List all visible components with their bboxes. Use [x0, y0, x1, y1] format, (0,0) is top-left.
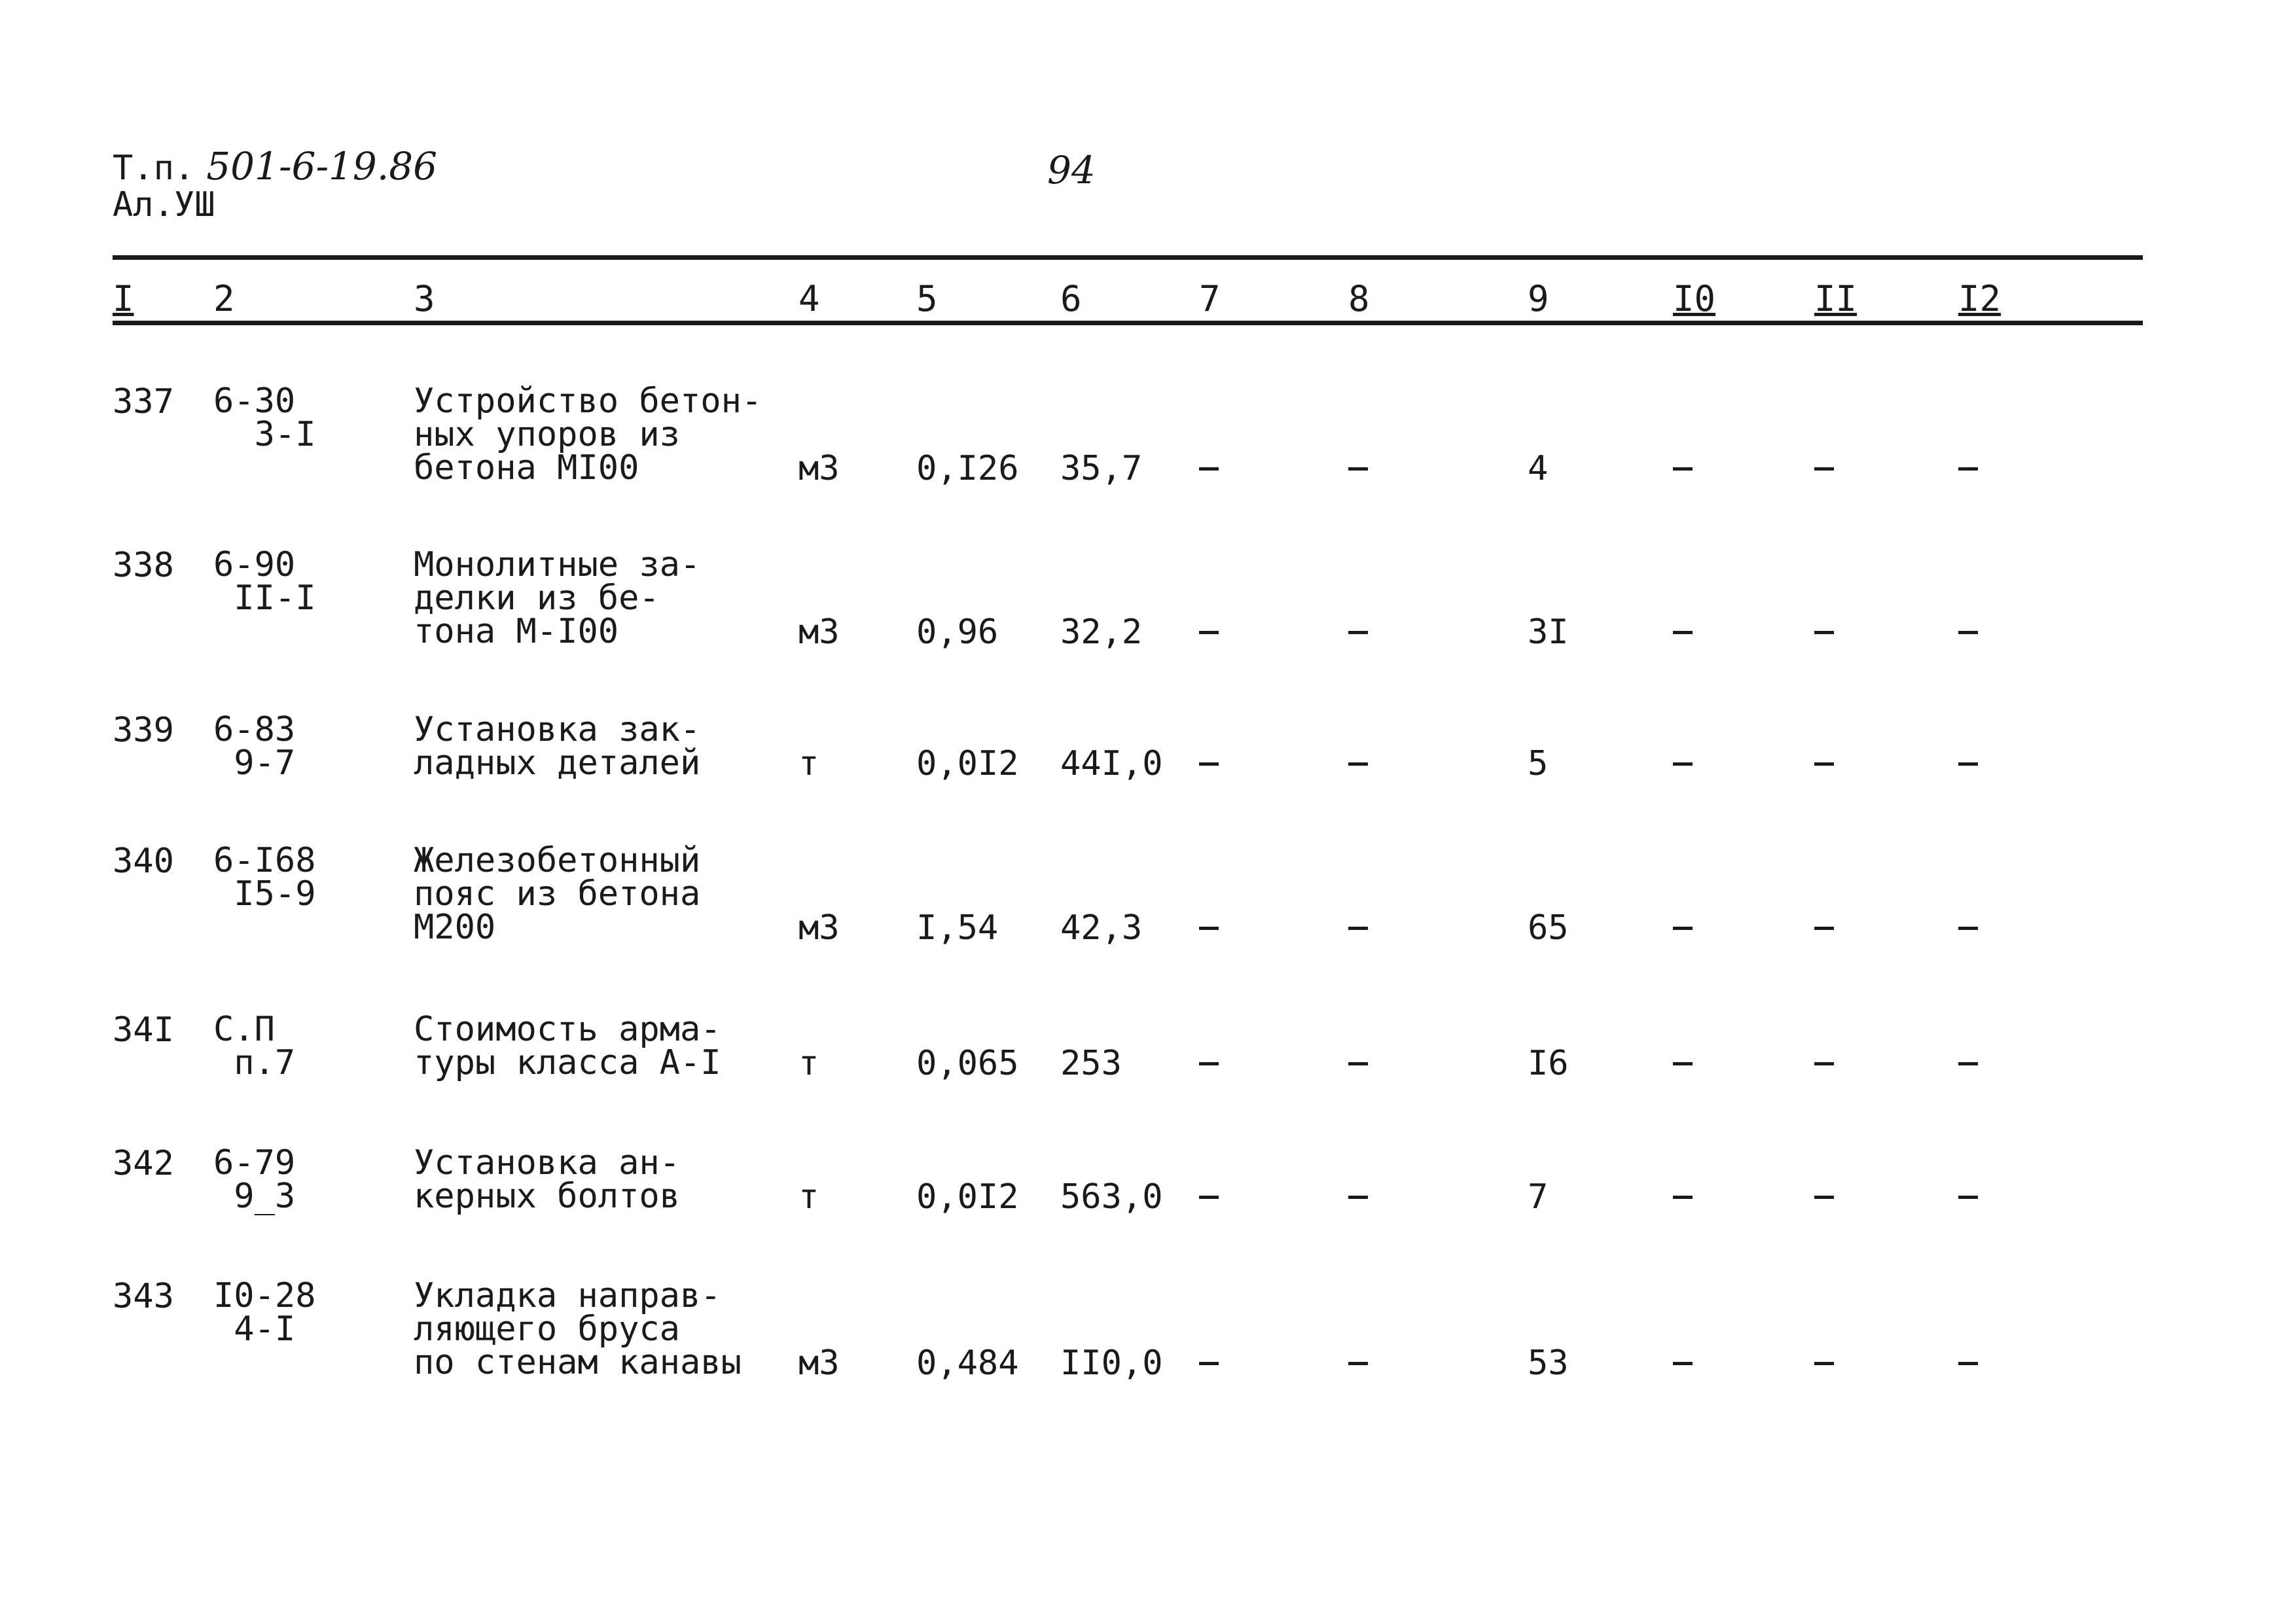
- column-header-4: 4: [798, 278, 820, 319]
- page-number: 94: [1047, 148, 1096, 192]
- empty-cell-dash: [1348, 1346, 1369, 1380]
- table-top-rule: [113, 255, 2143, 260]
- empty-cell-dash: [1199, 1180, 1219, 1214]
- dash-mark: [1199, 762, 1219, 766]
- dash-mark: [1814, 1362, 1834, 1365]
- empty-cell-dash: [1348, 1180, 1369, 1214]
- row-number: 343: [113, 1277, 174, 1316]
- empty-cell-dash: [1958, 452, 1979, 486]
- cost-value: 5: [1528, 744, 1549, 783]
- dash-mark: [1348, 631, 1368, 634]
- column-header-11: II: [1814, 278, 1857, 319]
- column-header-2: 2: [213, 278, 235, 319]
- dash-mark: [1814, 631, 1834, 634]
- unit-price: 35,7: [1060, 449, 1143, 488]
- work-description: Устройство бетон- ных упоров из бетона МI00: [414, 382, 762, 488]
- empty-cell-dash: [1199, 911, 1219, 945]
- empty-cell-dash: [1673, 452, 1693, 486]
- work-description: Укладка направ- ляющего бруса по стенам канавы: [414, 1276, 742, 1382]
- row-number: 340: [113, 842, 174, 881]
- empty-cell-dash: [1814, 452, 1835, 486]
- dash-mark: [1958, 762, 1978, 766]
- project-code-line: [113, 144, 438, 188]
- empty-cell-dash: [1199, 1346, 1219, 1380]
- quantity: 0,484: [916, 1344, 1019, 1383]
- column-header-7: 7: [1199, 278, 1221, 319]
- unit: м3: [798, 908, 840, 948]
- unit: т: [798, 744, 819, 783]
- column-header-1: I: [113, 278, 134, 319]
- dash-mark: [1673, 1196, 1693, 1199]
- dash-mark: [1348, 927, 1368, 930]
- cost-value: 4: [1528, 449, 1549, 488]
- norm-code: 6-79 9_3: [213, 1143, 296, 1216]
- empty-cell-dash: [1814, 747, 1835, 781]
- empty-cell-dash: [1348, 615, 1369, 649]
- unit-price: 32,2: [1060, 613, 1143, 652]
- dash-mark: [1199, 927, 1219, 930]
- cost-value: 3I: [1528, 613, 1569, 652]
- norm-code: 6-83 9-7: [213, 710, 296, 783]
- dash-mark: [1958, 1062, 1978, 1065]
- dash-mark: [1673, 927, 1693, 930]
- dash-mark: [1348, 467, 1368, 471]
- column-header-10: I0: [1673, 278, 1716, 319]
- dash-mark: [1958, 467, 1978, 471]
- dash-mark: [1199, 1362, 1219, 1365]
- column-header-3: 3: [414, 278, 435, 319]
- project-code: 501-6-19.86: [206, 144, 438, 188]
- quantity: 0,96: [916, 613, 999, 652]
- cost-value: 7: [1528, 1177, 1549, 1217]
- empty-cell-dash: [1673, 1046, 1693, 1080]
- cost-value: I6: [1528, 1044, 1569, 1083]
- column-header-9: 9: [1528, 278, 1549, 319]
- norm-code: 6-I68 I5-9: [213, 841, 316, 914]
- work-description: Железобетонный пояс из бетона М200: [414, 841, 701, 947]
- unit: м3: [798, 613, 840, 652]
- norm-code: С.П п.7: [213, 1010, 296, 1082]
- dash-mark: [1814, 762, 1834, 766]
- dash-mark: [1814, 467, 1834, 471]
- unit: т: [798, 1044, 819, 1083]
- empty-cell-dash: [1348, 452, 1369, 486]
- norm-code: I0-28 4-I: [213, 1276, 316, 1349]
- quantity: 0,0I2: [916, 744, 1019, 783]
- norm-code: 6-30 3-I: [213, 382, 316, 454]
- dash-mark: [1673, 1062, 1693, 1065]
- row-number: 339: [113, 711, 174, 750]
- unit-price: 42,3: [1060, 908, 1143, 948]
- column-header-8: 8: [1348, 278, 1370, 319]
- dash-mark: [1814, 1062, 1834, 1065]
- empty-cell-dash: [1348, 911, 1369, 945]
- dash-mark: [1348, 1196, 1368, 1199]
- column-header-6: 6: [1060, 278, 1082, 319]
- empty-cell-dash: [1673, 911, 1693, 945]
- row-number: 338: [113, 546, 174, 585]
- empty-cell-dash: [1814, 1180, 1835, 1214]
- empty-cell-dash: [1958, 1346, 1979, 1380]
- row-number: 34I: [113, 1010, 174, 1050]
- album-label: Ал.УШ: [113, 185, 215, 224]
- quantity: 0,0I2: [916, 1177, 1019, 1217]
- work-description: Установка зак- ладных деталей: [414, 710, 701, 783]
- empty-cell-dash: [1958, 1046, 1979, 1080]
- quantity: 0,065: [916, 1044, 1019, 1083]
- empty-cell-dash: [1958, 1180, 1979, 1214]
- work-description: Установка ан- керных болтов: [414, 1143, 680, 1216]
- unit-price: 44I,0: [1060, 744, 1163, 783]
- empty-cell-dash: [1673, 747, 1693, 781]
- dash-mark: [1814, 1196, 1834, 1199]
- empty-cell-dash: [1199, 452, 1219, 486]
- dash-mark: [1673, 1362, 1693, 1365]
- work-description: Монолитные за- делки из бе- тона М-I00: [414, 545, 701, 651]
- cost-value: 53: [1528, 1344, 1569, 1383]
- empty-cell-dash: [1814, 911, 1835, 945]
- empty-cell-dash: [1673, 615, 1693, 649]
- empty-cell-dash: [1958, 911, 1979, 945]
- empty-cell-dash: [1348, 747, 1369, 781]
- empty-cell-dash: [1814, 615, 1835, 649]
- document-header: [113, 144, 438, 224]
- norm-code: 6-90 II-I: [213, 545, 316, 618]
- cost-value: 65: [1528, 908, 1569, 948]
- empty-cell-dash: [1199, 1046, 1219, 1080]
- dash-mark: [1673, 631, 1693, 634]
- unit: т: [798, 1177, 819, 1217]
- dash-mark: [1199, 467, 1219, 471]
- column-header-5: 5: [916, 278, 938, 319]
- quantity: I,54: [916, 908, 999, 948]
- project-prefix: Т.п.: [113, 149, 195, 188]
- unit-price: 563,0: [1060, 1177, 1163, 1217]
- dash-mark: [1199, 631, 1219, 634]
- unit: м3: [798, 449, 840, 488]
- work-description: Стоимость арма- туры класса А-I: [414, 1010, 721, 1082]
- dash-mark: [1958, 927, 1978, 930]
- empty-cell-dash: [1958, 747, 1979, 781]
- dash-mark: [1673, 762, 1693, 766]
- empty-cell-dash: [1673, 1180, 1693, 1214]
- empty-cell-dash: [1958, 615, 1979, 649]
- dash-mark: [1673, 467, 1693, 471]
- unit: м3: [798, 1344, 840, 1383]
- empty-cell-dash: [1348, 1046, 1369, 1080]
- dash-mark: [1199, 1062, 1219, 1065]
- row-number: 342: [113, 1144, 174, 1183]
- dash-mark: [1348, 1062, 1368, 1065]
- unit-price: 253: [1060, 1044, 1122, 1083]
- dash-mark: [1958, 1196, 1978, 1199]
- table-header-rule: [113, 321, 2143, 325]
- empty-cell-dash: [1199, 615, 1219, 649]
- unit-price: II0,0: [1060, 1344, 1163, 1383]
- dash-mark: [1348, 762, 1368, 766]
- empty-cell-dash: [1673, 1346, 1693, 1380]
- dash-mark: [1814, 927, 1834, 930]
- empty-cell-dash: [1814, 1346, 1835, 1380]
- dash-mark: [1348, 1362, 1368, 1365]
- quantity: 0,I26: [916, 449, 1019, 488]
- dash-mark: [1958, 631, 1978, 634]
- row-number: 337: [113, 382, 174, 421]
- empty-cell-dash: [1814, 1046, 1835, 1080]
- empty-cell-dash: [1199, 747, 1219, 781]
- dash-mark: [1199, 1196, 1219, 1199]
- dash-mark: [1958, 1362, 1978, 1365]
- column-header-12: I2: [1958, 278, 2001, 319]
